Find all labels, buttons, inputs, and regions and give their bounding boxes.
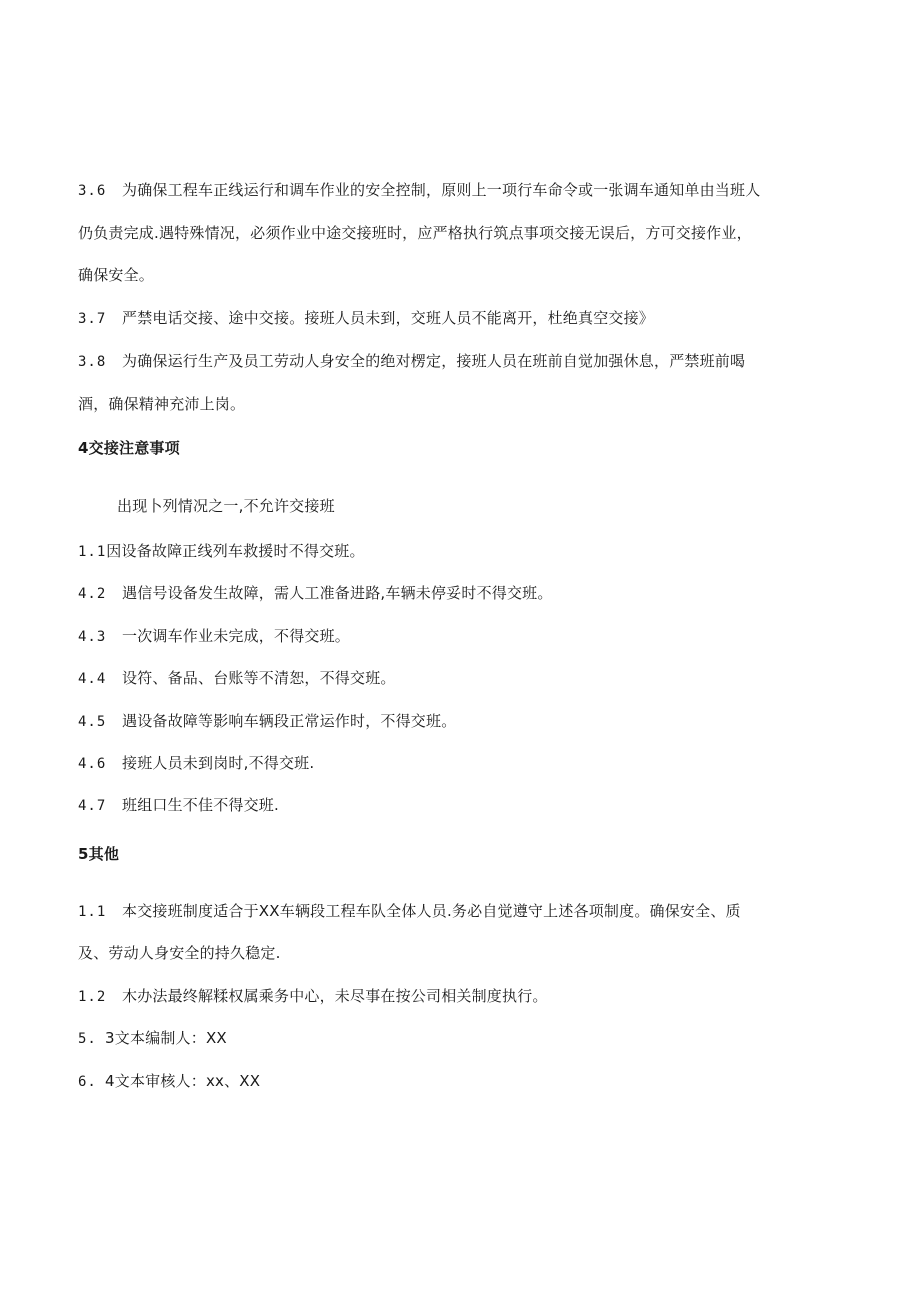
item-text: 为确保运行生产及员工劳动人身安全的绝对楞定，接班人员在班前自觉加强休息，严禁班前喝 [122,352,746,370]
item-text: 确保安全。 [78,266,155,284]
item-text: 遇信号设备发生故障，需人工准备进路,车辆未停妥时不得交班。 [122,584,553,602]
item-number: 4.3 [78,629,107,645]
item-text: 严禁电话交接、途中交接。接班人员未到，交班人员不能离开，杜绝真空交接》 [122,309,655,327]
item-number: 5. [78,1031,97,1047]
item-number: 4.2 [78,586,107,602]
item-number: 1.2 [78,989,107,1005]
item-number: 3.7 [78,311,107,327]
item-5-1-line-1 [78,901,741,922]
item-number: 3.6 [78,183,107,199]
item-number: 6. [78,1074,97,1090]
item-3-8-line-1 [78,351,745,372]
item-5-2 [78,986,548,1007]
item-number: 4.7 [78,798,107,814]
item-text: 设符、备品、台账等不清恕，不得交班。 [122,669,396,687]
item-text: 接班人员未到岗时,不得交班. [122,754,315,772]
item-3-6-line-3 [78,265,154,285]
item-text: 本交接班制度适合于XX车辆段工程车队全体人员.务必自觉遵守上述各项制度。确保安全、质 [122,902,741,920]
item-text: 一次调车作业未完成，不得交班。 [122,627,351,645]
tail-reviewer [78,1071,260,1092]
section-4-heading: 4交接注意事项 [78,439,180,457]
item-4-3 [78,626,350,647]
section-5-heading: 5其他 [78,845,120,863]
item-3-8-line-2 [78,394,245,414]
section-4-intro: 出现卜列情况之一,不允许交接班 [117,497,335,515]
item-4-5 [78,711,456,732]
item-3-7 [78,308,654,329]
item-text: 及、劳动人身安全的持久稳定. [78,944,281,962]
item-text: 班组口生不佳不得交班. [122,796,279,814]
item-4-6 [78,753,314,774]
item-text: 遇设备故障等影响车辆段正常运作时，不得交班。 [122,712,457,730]
item-number: 4.5 [78,714,107,730]
item-number: 4.6 [78,756,107,772]
item-3-6-line-1 [78,180,760,201]
item-4-2 [78,583,553,604]
item-4-1 [78,541,365,562]
item-number: 4.4 [78,671,107,687]
item-5-1-line-2 [78,943,281,963]
item-4-4 [78,668,396,689]
item-text: 仍负责完成.遇特殊情况，必须作业中途交接班时，应严格执行筑点事项交接无误后，方可交接作业， [78,224,752,242]
tail-editor [78,1028,227,1049]
item-text: 4文本审核人：xx、XX [105,1072,261,1090]
item-3-6-line-2 [78,223,752,243]
item-text: 酒，确保精神充沛上岗。 [78,395,246,413]
item-text: 木办法最终解糅权属乘务中心，未尽事在按公司相关制度执行。 [122,987,548,1005]
item-number: 3.8 [78,354,107,370]
item-4-7 [78,795,279,816]
item-text: 为确保工程车正线运行和调车作业的安全控制，原则上一项行车命令或一张调车通知单由当班人 [122,181,761,199]
item-text: 3文本编制人：XX [105,1029,227,1047]
item-text: 因设备故障正线列车救援时不得交班。 [106,542,365,560]
item-number: 1.1 [78,904,107,920]
item-number: 1.1 [78,544,107,560]
